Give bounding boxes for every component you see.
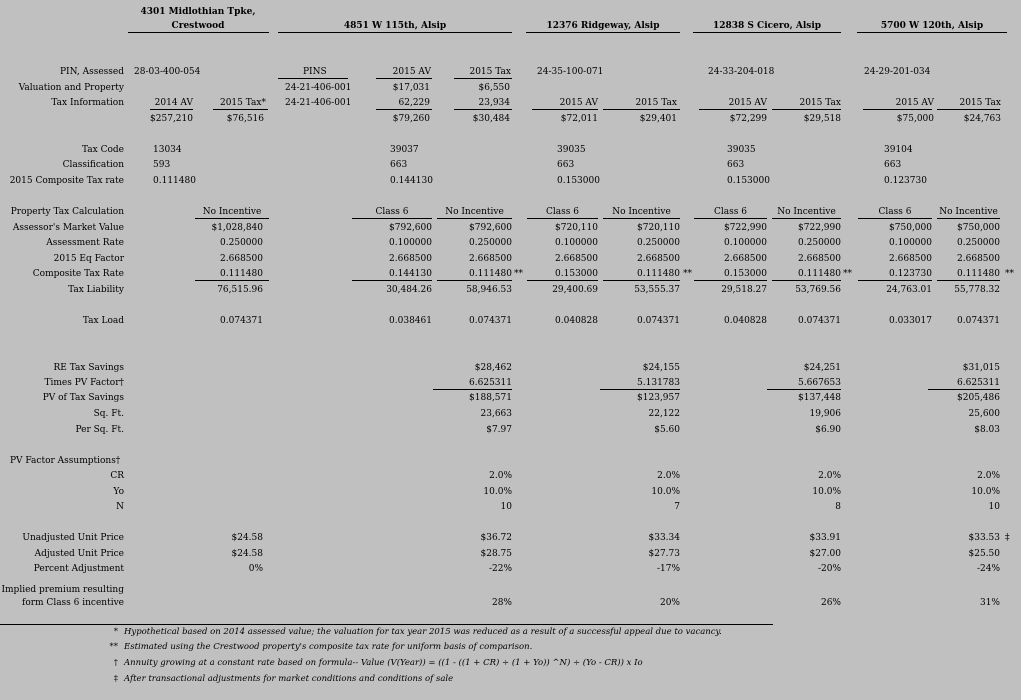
comp-class6-header: Class 6 bbox=[714, 207, 747, 217]
comp-noinc-comprate: 0.111480 bbox=[957, 269, 1000, 279]
label-implied-premium-line2: form Class 6 incentive bbox=[21, 598, 124, 608]
label-tax-load: Tax Load bbox=[82, 316, 124, 326]
comp-yo: 10.0% bbox=[483, 487, 512, 497]
comp-resavings: $24,155 bbox=[642, 363, 680, 373]
comp-class6-market: $720,110 bbox=[555, 223, 598, 233]
alsip115-av-header: 2015 AV bbox=[392, 67, 431, 77]
comp-tax: $29,518 bbox=[803, 114, 841, 124]
comp-double-star: ** bbox=[683, 269, 692, 279]
footnote-divider bbox=[0, 624, 773, 625]
label-pv-savings: PV of Tax Savings bbox=[42, 393, 124, 403]
comp-tax-header: 2015 Tax bbox=[799, 98, 841, 108]
cell-underline bbox=[772, 218, 841, 219]
label-cr: CR bbox=[110, 471, 124, 481]
header-underline bbox=[526, 32, 680, 33]
comp-class6-eq: 2.668500 bbox=[889, 254, 932, 264]
label-eq-factor: 2015 Eq Factor bbox=[53, 254, 124, 264]
comp-class6-assessment: 0.100000 bbox=[555, 238, 598, 248]
comp-persqft: $5.60 bbox=[654, 425, 680, 435]
comp-double-star: ** bbox=[1005, 269, 1014, 279]
comp-pvfactor: 5.131783 bbox=[637, 378, 680, 388]
comp-unadj: $33.91 bbox=[809, 533, 841, 543]
cell-underline bbox=[150, 109, 193, 110]
footnote-2 bbox=[100, 641, 532, 653]
comp-pvfactor: 6.625311 bbox=[957, 378, 1000, 388]
comp-pctadj: -20% bbox=[817, 564, 841, 574]
cell-underline bbox=[532, 109, 598, 110]
label-composite-2015: 2015 Composite Tax rate bbox=[9, 176, 124, 186]
alsip115-tax2: 23,934 bbox=[478, 98, 510, 108]
footnote-mark: ‡ bbox=[113, 674, 118, 684]
cell-underline bbox=[937, 109, 1000, 110]
comp-noinc-header: No Incentive bbox=[445, 207, 504, 217]
crestwood-av: $257,210 bbox=[150, 114, 193, 124]
comp-classification: 663 bbox=[727, 160, 745, 170]
cell-underline bbox=[767, 389, 841, 390]
comp-cr: 2.0% bbox=[489, 471, 512, 481]
comp-pvfactor: 5.667653 bbox=[798, 378, 841, 388]
comp-adj: $27.73 bbox=[648, 549, 680, 559]
comp-noinc-assessment: 0.250000 bbox=[469, 238, 512, 248]
cell-underline bbox=[603, 109, 680, 110]
comp-class6-market: $792,600 bbox=[389, 223, 432, 233]
footnote-3 bbox=[100, 657, 643, 669]
comp-sqft: 23,663 bbox=[480, 409, 512, 419]
comp-implied: 31% bbox=[979, 598, 1000, 608]
comp-av: $72,011 bbox=[560, 114, 598, 124]
comp-resavings: $24,251 bbox=[803, 363, 841, 373]
cell-underline bbox=[433, 389, 512, 390]
comp-class6-load: 0.040828 bbox=[724, 316, 767, 326]
alsip115-av2: 62,229 bbox=[398, 98, 430, 108]
comp-noinc-eq: 2.668500 bbox=[957, 254, 1000, 264]
crestwood-2014av-header: 2014 AV bbox=[154, 98, 193, 108]
comp-class6-load: 0.033017 bbox=[889, 316, 932, 326]
comp-noinc-assessment: 0.250000 bbox=[957, 238, 1000, 248]
comp-yo: 10.0% bbox=[971, 487, 1000, 497]
label-re-tax-savings: RE Tax Savings bbox=[53, 363, 124, 373]
comp-class6-comprate: 0.144130 bbox=[389, 269, 432, 279]
comp-cr: 2.0% bbox=[818, 471, 841, 481]
comp-pvsavings: $137,448 bbox=[798, 393, 841, 403]
cell-underline bbox=[352, 280, 432, 281]
comp-class6-assessment: 0.100000 bbox=[389, 238, 432, 248]
cell-underline bbox=[437, 218, 512, 219]
footnote-1 bbox=[100, 626, 722, 638]
comp-adjustment-mark: ‡ bbox=[1005, 533, 1010, 543]
crestwood-adj: $24.58 bbox=[231, 549, 263, 559]
comp-noinc-load: 0.074371 bbox=[637, 316, 680, 326]
comp-resavings: $28,462 bbox=[474, 363, 512, 373]
cell-underline bbox=[527, 280, 598, 281]
comp-class6-liability: 30,484.26 bbox=[386, 285, 432, 295]
comp-noinc-market: $722,990 bbox=[798, 223, 841, 233]
comp-yo: 10.0% bbox=[651, 487, 680, 497]
footnote-mark: ** bbox=[109, 642, 118, 652]
cell-underline bbox=[376, 78, 432, 79]
comp-class6-liability: 24,763.01 bbox=[886, 285, 932, 295]
cell-underline bbox=[437, 280, 512, 281]
comp-tax: $24,763 bbox=[963, 114, 1001, 124]
comp-av: $72,299 bbox=[729, 114, 767, 124]
comp-taxcode: 39035 bbox=[557, 145, 586, 155]
footnote-text: Annuity growing at a constant rate based on formula-- Value (V(Year)) = ((1 - ((1 + CR) ÷ (1 + Yo)) ^N) ÷ (Yo - CR)) x Io bbox=[124, 658, 643, 668]
label-adjusted-price: Adjusted Unit Price bbox=[34, 549, 124, 559]
comp-taxcode: 39104 bbox=[884, 145, 913, 155]
header-underline bbox=[128, 32, 269, 33]
comp-pvsavings: $123,957 bbox=[637, 393, 680, 403]
crestwood-classification: 593 bbox=[153, 160, 171, 170]
comp-noinc-load: 0.074371 bbox=[957, 316, 1000, 326]
cell-underline bbox=[278, 78, 348, 79]
alsip115-tax1: $6,550 bbox=[478, 83, 510, 93]
header-120th: 5700 W 120th, Alsip bbox=[880, 21, 984, 31]
comp-class6-liability: 29,518.27 bbox=[721, 285, 767, 295]
comp-tax-header: 2015 Tax bbox=[959, 98, 1001, 108]
comp-unadj: $33.53 bbox=[968, 533, 1000, 543]
label-tax-liability: Tax Liability bbox=[68, 285, 124, 295]
alsip115-pins-label: PINS bbox=[303, 67, 327, 77]
comp-pvsavings: $188,571 bbox=[469, 393, 512, 403]
comp-classification: 663 bbox=[557, 160, 575, 170]
comp-pctadj: -22% bbox=[488, 564, 512, 574]
cell-underline bbox=[603, 280, 680, 281]
comp-class6-comprate: 0.153000 bbox=[555, 269, 598, 279]
comp-noinc-market: $750,000 bbox=[957, 223, 1000, 233]
comp-noinc-comprate: 0.111480 bbox=[469, 269, 512, 279]
crestwood-market: $1,028,840 bbox=[211, 223, 263, 233]
comp-taxcode: 39037 bbox=[390, 145, 419, 155]
alsip115-tax-total: $30,484 bbox=[472, 114, 510, 124]
cell-underline bbox=[454, 78, 512, 79]
comp-class6-eq: 2.668500 bbox=[724, 254, 767, 264]
crestwood-assessment: 0.250000 bbox=[220, 238, 263, 248]
comp-noinc-liability: 53,555.37 bbox=[634, 285, 680, 295]
label-taxcode: Tax Code bbox=[82, 145, 124, 155]
comp-noinc-comprate: 0.111480 bbox=[798, 269, 841, 279]
label-unadjusted-price: Unadjusted Unit Price bbox=[22, 533, 124, 543]
comp-noinc-assessment: 0.250000 bbox=[637, 238, 680, 248]
comp-class6-assessment: 0.100000 bbox=[724, 238, 767, 248]
comp-unadj: $36.72 bbox=[480, 533, 512, 543]
comp-class6-header: Class 6 bbox=[546, 207, 579, 217]
comp-implied: 26% bbox=[820, 598, 841, 608]
crestwood-unadj: $24.58 bbox=[231, 533, 263, 543]
header-underline bbox=[857, 32, 1007, 33]
cell-underline bbox=[863, 109, 932, 110]
comp-class6-eq: 2.668500 bbox=[389, 254, 432, 264]
comp-classification: 663 bbox=[884, 160, 902, 170]
comp-noinc-eq: 2.668500 bbox=[798, 254, 841, 264]
comp-composite: 0.153000 bbox=[727, 176, 770, 186]
label-implied-premium-line1: Implied premium resulting bbox=[1, 585, 124, 595]
crestwood-load: 0.074371 bbox=[220, 316, 263, 326]
comp-class6-load: 0.038461 bbox=[389, 316, 432, 326]
comp-resavings: $31,015 bbox=[962, 363, 1000, 373]
header-crestwood-line2: Crestwood bbox=[171, 21, 225, 31]
alsip115-tax-header: 2015 Tax bbox=[469, 67, 511, 77]
cell-underline bbox=[603, 218, 680, 219]
comp-noinc-market: $792,600 bbox=[469, 223, 512, 233]
header-cicero: 12838 S Cicero, Alsip bbox=[712, 21, 822, 31]
comp-noinc-eq: 2.668500 bbox=[637, 254, 680, 264]
comp-pvsavings: $205,486 bbox=[957, 393, 1000, 403]
comp-persqft: $6.90 bbox=[815, 425, 841, 435]
label-percent-adjustment: Percent Adjustment bbox=[33, 564, 124, 574]
label-sqft: Sq. Ft. bbox=[93, 409, 124, 419]
comp-pin: 24-33-204-018 bbox=[708, 67, 775, 77]
comp-pin: 24-29-201-034 bbox=[864, 67, 931, 77]
alsip115-pin2: 24-21-406-001 bbox=[285, 98, 352, 108]
label-taxinfo: Tax Information bbox=[51, 98, 124, 108]
comp-class6-header: Class 6 bbox=[375, 207, 409, 217]
cell-underline bbox=[600, 389, 680, 390]
comp-double-star: ** bbox=[843, 269, 852, 279]
label-property-tax-calculation: Property Tax Calculation bbox=[10, 207, 124, 217]
comp-av-header: 2015 AV bbox=[728, 98, 767, 108]
comp-noinc-load: 0.074371 bbox=[798, 316, 841, 326]
comp-classification: 663 bbox=[390, 160, 408, 170]
crestwood-taxcode: 13034 bbox=[153, 145, 182, 155]
cell-underline bbox=[376, 109, 432, 110]
alsip115-av1: $17,031 bbox=[392, 83, 430, 93]
crestwood-noinc-header: No Incentive bbox=[202, 207, 262, 217]
label-classification: Classification bbox=[62, 160, 124, 170]
cell-underline bbox=[699, 109, 767, 110]
comp-unadj: $33.34 bbox=[648, 533, 680, 543]
cell-underline bbox=[937, 280, 1000, 281]
crestwood-liability: 76,515.96 bbox=[217, 285, 263, 295]
label-composite-tax-rate: Composite Tax Rate bbox=[32, 269, 124, 279]
comp-taxcode: 39035 bbox=[727, 145, 756, 155]
comp-implied: 20% bbox=[659, 598, 680, 608]
comp-pctadj: -17% bbox=[656, 564, 680, 574]
comp-double-star: ** bbox=[514, 269, 523, 279]
crestwood-eq: 2.668500 bbox=[220, 254, 263, 264]
crestwood-2015tax-header: 2015 Tax* bbox=[219, 98, 266, 108]
comp-n: 10 bbox=[500, 502, 512, 512]
header-crestwood-line1: 4301 Midlothian Tpke, bbox=[140, 7, 256, 17]
comp-adj: $25.50 bbox=[968, 549, 1000, 559]
comp-class6-load: 0.040828 bbox=[555, 316, 598, 326]
comp-class6-comprate: 0.153000 bbox=[724, 269, 767, 279]
footnote-text: Hypothetical based on 2014 assessed value; the valuation for tax year 2015 was reduced as a result of a successful appeal due to vacancy. bbox=[124, 627, 722, 637]
label-market-value: Assessor's Market Value bbox=[12, 223, 124, 233]
comp-sqft: 19,906 bbox=[809, 409, 841, 419]
comp-class6-liability: 29,400.69 bbox=[552, 285, 598, 295]
crestwood-comprate: 0.111480 bbox=[220, 269, 263, 279]
crestwood-tax: $76,516 bbox=[226, 114, 264, 124]
comp-noinc-header: No Incentive bbox=[612, 207, 671, 217]
comp-sqft: 22,122 bbox=[648, 409, 680, 419]
footnote-text: After transactional adjustments for market conditions and conditions of sale bbox=[124, 674, 454, 684]
cell-underline bbox=[352, 218, 432, 219]
comp-n: 7 bbox=[674, 502, 680, 512]
cell-underline bbox=[694, 218, 767, 219]
comp-class6-market: $722,990 bbox=[724, 223, 767, 233]
label-pin: PIN, Assessed bbox=[59, 67, 124, 77]
alsip115-pin1: 24-21-406-001 bbox=[285, 83, 352, 93]
cell-underline bbox=[858, 218, 932, 219]
comp-composite: 0.123730 bbox=[884, 176, 927, 186]
comp-tax: $29,401 bbox=[639, 114, 677, 124]
cell-underline bbox=[928, 389, 1000, 390]
comp-class6-comprate: 0.123730 bbox=[889, 269, 932, 279]
comp-pctadj: -24% bbox=[976, 564, 1000, 574]
comp-av-header: 2015 AV bbox=[895, 98, 934, 108]
cell-underline bbox=[213, 109, 268, 110]
header-underline bbox=[278, 32, 512, 33]
comp-class6-market: $750,000 bbox=[889, 223, 932, 233]
header-underline bbox=[693, 32, 841, 33]
comp-noinc-liability: 55,778.32 bbox=[954, 285, 1000, 295]
cell-underline bbox=[694, 280, 767, 281]
comp-sqft: 25,600 bbox=[968, 409, 1000, 419]
comp-noinc-eq: 2.668500 bbox=[469, 254, 512, 264]
comp-noinc-comprate: 0.111480 bbox=[637, 269, 680, 279]
label-yo: Yo bbox=[113, 487, 124, 497]
comp-class6-header: Class 6 bbox=[878, 207, 912, 217]
comp-persqft: $8.03 bbox=[974, 425, 1000, 435]
comp-pvfactor: 6.625311 bbox=[469, 378, 512, 388]
comp-noinc-header: No Incentive bbox=[777, 207, 836, 217]
crestwood-pctadj: 0% bbox=[248, 564, 263, 574]
comp-composite: 0.153000 bbox=[557, 176, 600, 186]
label-pv-factor: Times PV Factor† bbox=[44, 378, 124, 388]
footnote-text: Estimated using the Crestwood property's composite tax rate for uniform basis of comparison. bbox=[124, 642, 533, 652]
crestwood-composite: 0.111480 bbox=[153, 176, 196, 186]
comp-class6-eq: 2.668500 bbox=[555, 254, 598, 264]
footnote-mark: * bbox=[113, 627, 118, 637]
cell-underline bbox=[772, 280, 841, 281]
cell-underline bbox=[858, 280, 932, 281]
comp-pin: 24-35-100-071 bbox=[537, 67, 604, 77]
comp-noinc-assessment: 0.250000 bbox=[798, 238, 841, 248]
label-valuation: Valuation and Property bbox=[18, 83, 124, 93]
cell-underline bbox=[195, 280, 269, 281]
label-assessment-rate: Assessment Rate bbox=[46, 238, 124, 248]
comp-noinc-liability: 53,769.56 bbox=[795, 285, 841, 295]
label-pv-assumptions: PV Factor Assumptions† bbox=[10, 456, 121, 466]
comp-composite: 0.144130 bbox=[390, 176, 433, 186]
comp-implied: 28% bbox=[491, 598, 512, 608]
alsip115-av-total: $79,260 bbox=[392, 114, 430, 124]
comp-noinc-header: No Incentive bbox=[939, 207, 998, 217]
comp-tax-header: 2015 Tax bbox=[635, 98, 677, 108]
comp-noinc-liability: 58,946.53 bbox=[466, 285, 512, 295]
comp-noinc-market: $720,110 bbox=[637, 223, 680, 233]
cell-underline bbox=[937, 218, 1000, 219]
cell-underline bbox=[527, 218, 598, 219]
comp-persqft: $7.97 bbox=[486, 425, 512, 435]
comp-adj: $27.00 bbox=[809, 549, 841, 559]
comp-noinc-load: 0.074371 bbox=[469, 316, 512, 326]
header-alsip-115th: 4851 W 115th, Alsip bbox=[343, 21, 447, 31]
cell-underline bbox=[772, 109, 841, 110]
label-per-sqft: Per Sq. Ft. bbox=[75, 425, 124, 435]
cell-underline bbox=[454, 109, 512, 110]
comp-adj: $28.75 bbox=[480, 549, 512, 559]
label-n: N bbox=[116, 502, 124, 512]
comp-cr: 2.0% bbox=[977, 471, 1000, 481]
comp-av: $75,000 bbox=[896, 114, 934, 124]
header-ridgeway: 12376 Ridgeway, Alsip bbox=[546, 21, 660, 31]
crestwood-pin: 28-03-400-054 bbox=[134, 67, 201, 77]
cell-underline bbox=[195, 218, 269, 219]
comp-av-header: 2015 AV bbox=[559, 98, 598, 108]
comp-cr: 2.0% bbox=[657, 471, 680, 481]
footnote-4 bbox=[100, 673, 453, 685]
comp-n: 10 bbox=[988, 502, 1000, 512]
comp-yo: 10.0% bbox=[812, 487, 841, 497]
comp-n: 8 bbox=[835, 502, 841, 512]
footnote-mark: † bbox=[113, 658, 118, 668]
comp-class6-assessment: 0.100000 bbox=[889, 238, 932, 248]
